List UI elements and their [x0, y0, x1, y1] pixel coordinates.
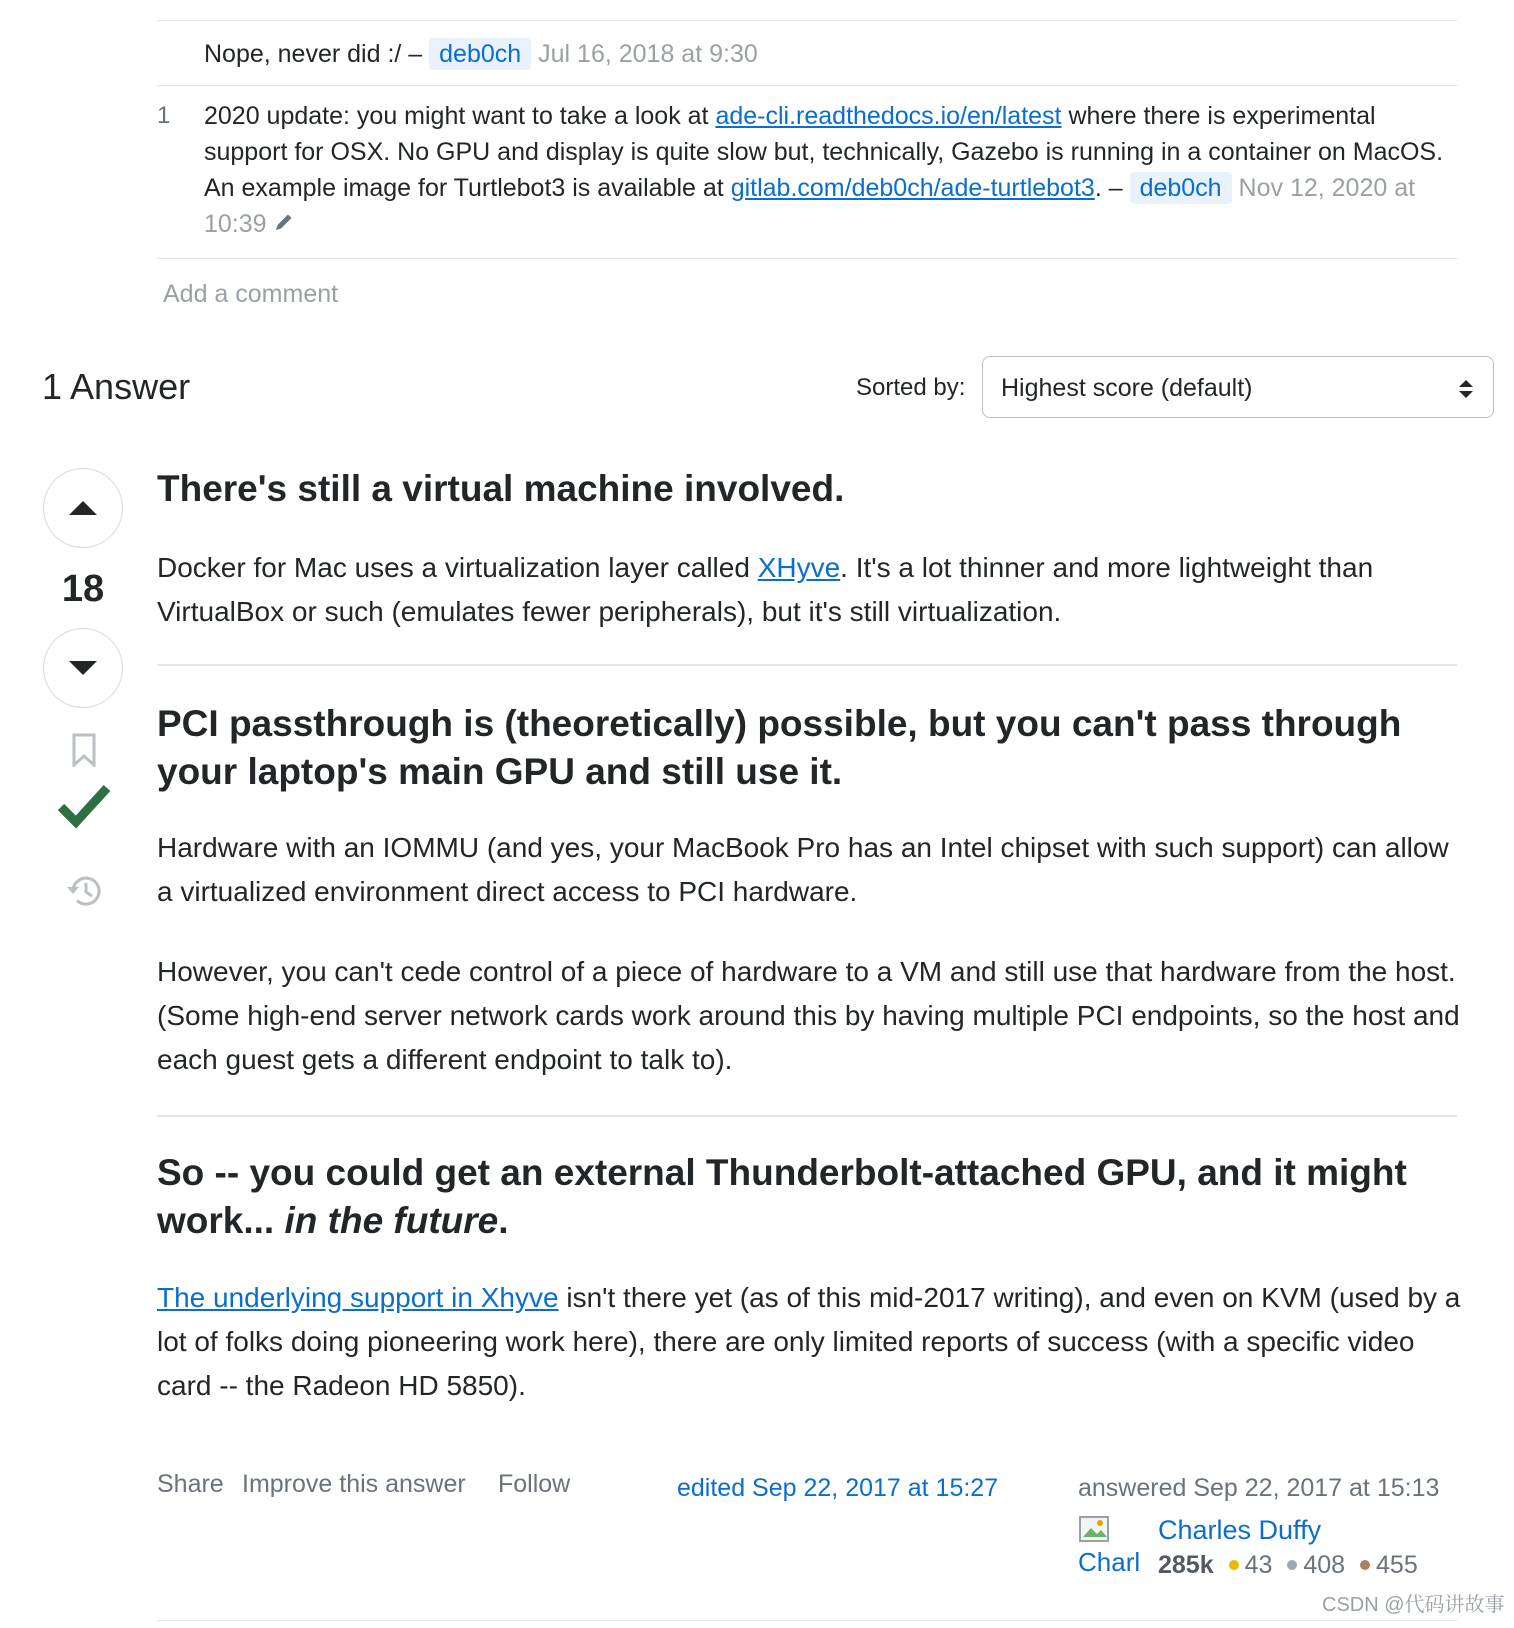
- comment-2-text-a: 2020 update: you might want to take a look at: [204, 102, 716, 130]
- answer-heading-3-end: .: [498, 1200, 509, 1241]
- select-arrows-icon: [1457, 377, 1475, 408]
- sorted-by-label: Sorted by:: [856, 374, 966, 401]
- answer-p1-text-a: Docker for Mac uses a virtualization layer called: [157, 552, 758, 583]
- vote-count: 18: [61, 568, 105, 610]
- watermark: CSDN @代码讲故事: [1322, 1594, 1505, 1616]
- answers-count: 1 Answer: [42, 366, 191, 407]
- downvote-button[interactable]: [43, 628, 123, 708]
- answer-heading-1: There's still a virtual machine involved.: [157, 468, 845, 509]
- answer-divider-1: [157, 664, 1457, 666]
- underlying-support-link[interactable]: The underlying support in Xhyve: [157, 1282, 559, 1313]
- answer-paragraph-3: However, you can't cede control of a piece of hardware to a VM and still use that hardware from the host. (Some high-end server network cards work around this by having multiple PCI endpoints, so the host and each guest gets a different endpoint to talk to).: [157, 956, 1460, 1075]
- comment-2-votes: 1: [157, 102, 171, 129]
- silver-badge-icon: [1287, 1560, 1297, 1570]
- share-link[interactable]: Share: [157, 1470, 224, 1498]
- comment-1-date[interactable]: Jul 16, 2018 at 9:30: [538, 40, 758, 68]
- caret-down-icon: [67, 655, 99, 681]
- edited-timestamp-link[interactable]: edited Sep 22, 2017 at 15:27: [677, 1474, 999, 1502]
- comment-2-text-c: . –: [1094, 174, 1123, 202]
- comment-2-date[interactable]: Nov 12, 2020 at 10:39: [204, 174, 1416, 238]
- answer-paragraph-4: [157, 1276, 1467, 1408]
- comment-2: [204, 98, 1456, 243]
- broken-image-icon: [1078, 1515, 1112, 1545]
- answer-paragraph-1: [157, 546, 1467, 634]
- comment-divider-1: [157, 85, 1457, 86]
- answer-heading-3-emphasis: in the future: [284, 1200, 499, 1241]
- comment-2-user[interactable]: deb0ch: [1130, 172, 1232, 204]
- xhyve-link[interactable]: XHyve: [757, 552, 841, 583]
- comment-2-link-gitlab[interactable]: gitlab.com/deb0ch/ade-turtlebot3: [730, 174, 1095, 202]
- add-comment-link[interactable]: Add a comment: [163, 280, 339, 308]
- silver-badge-count: 408: [1303, 1551, 1346, 1579]
- author-reputation: [1158, 1551, 1418, 1580]
- bottom-divider: [157, 1620, 1457, 1621]
- author-link[interactable]: Charles Duffy: [1158, 1515, 1322, 1545]
- comment-1-text: Nope, never did :/ –: [204, 40, 423, 68]
- answer-paragraph-2: Hardware with an IOMMU (and yes, your MacBook Pro has an Intel chipset with such support) can allow a virtualized environment direct access to PCI hardware.: [157, 832, 1449, 907]
- caret-up-icon: [67, 495, 99, 521]
- comment-divider-2: [157, 258, 1457, 259]
- comment-1-user[interactable]: deb0ch: [429, 38, 531, 70]
- comment-2-text-b: where there is experimental support for OSX. No GPU and display is quite slow but, technically, Gazebo is running in a container on MacOS. An example image for Turtlebot3 is available at: [204, 102, 1444, 202]
- gold-badge-icon: [1229, 1560, 1239, 1570]
- comment-1: [204, 36, 1464, 72]
- bronze-badge-icon: [1360, 1560, 1370, 1570]
- comment-divider-top: [157, 20, 1457, 21]
- answer-p1-text-b: . It's a lot thinner and more lightweight than VirtualBox or such (emulates fewer peripherals), but it's still virtualization.: [157, 552, 1374, 627]
- sort-select-value: Highest score (default): [1001, 374, 1253, 402]
- answered-timestamp: answered Sep 22, 2017 at 15:13: [1078, 1474, 1440, 1502]
- sort-select[interactable]: [982, 356, 1494, 418]
- pencil-icon: [273, 207, 295, 243]
- upvote-button[interactable]: [43, 468, 123, 548]
- improve-answer-link[interactable]: Improve this answer: [242, 1470, 466, 1498]
- answer-heading-2: PCI passthrough is (theoretically) possible, but you can't pass through your laptop's main GPU and still use it.: [157, 703, 1402, 792]
- bronze-badge-count: 455: [1376, 1551, 1418, 1579]
- reputation-score: 285k: [1158, 1551, 1214, 1579]
- answer-p4-text: isn't there yet (as of this mid-2017 writing), and even on KVM (used by a lot of folks doing pioneering work here), there are only limited reports of success (with a specific video card -- the Radeon HD 5850).: [157, 1282, 1461, 1401]
- history-icon[interactable]: [64, 872, 104, 915]
- comment-2-link-ade-cli[interactable]: ade-cli.readthedocs.io/en/latest: [715, 102, 1062, 130]
- avatar-alt-text[interactable]: Charl: [1078, 1547, 1141, 1577]
- bookmark-icon[interactable]: [69, 733, 99, 772]
- gold-badge-count: 43: [1244, 1551, 1273, 1579]
- answer-heading-3: [157, 1149, 1457, 1245]
- follow-link[interactable]: Follow: [498, 1470, 571, 1498]
- answer-heading-3-main: So -- you could get an external Thunderbolt-attached GPU, and it might work...: [157, 1152, 1407, 1241]
- answer-divider-2: [157, 1115, 1457, 1117]
- accepted-check-icon: [58, 782, 110, 835]
